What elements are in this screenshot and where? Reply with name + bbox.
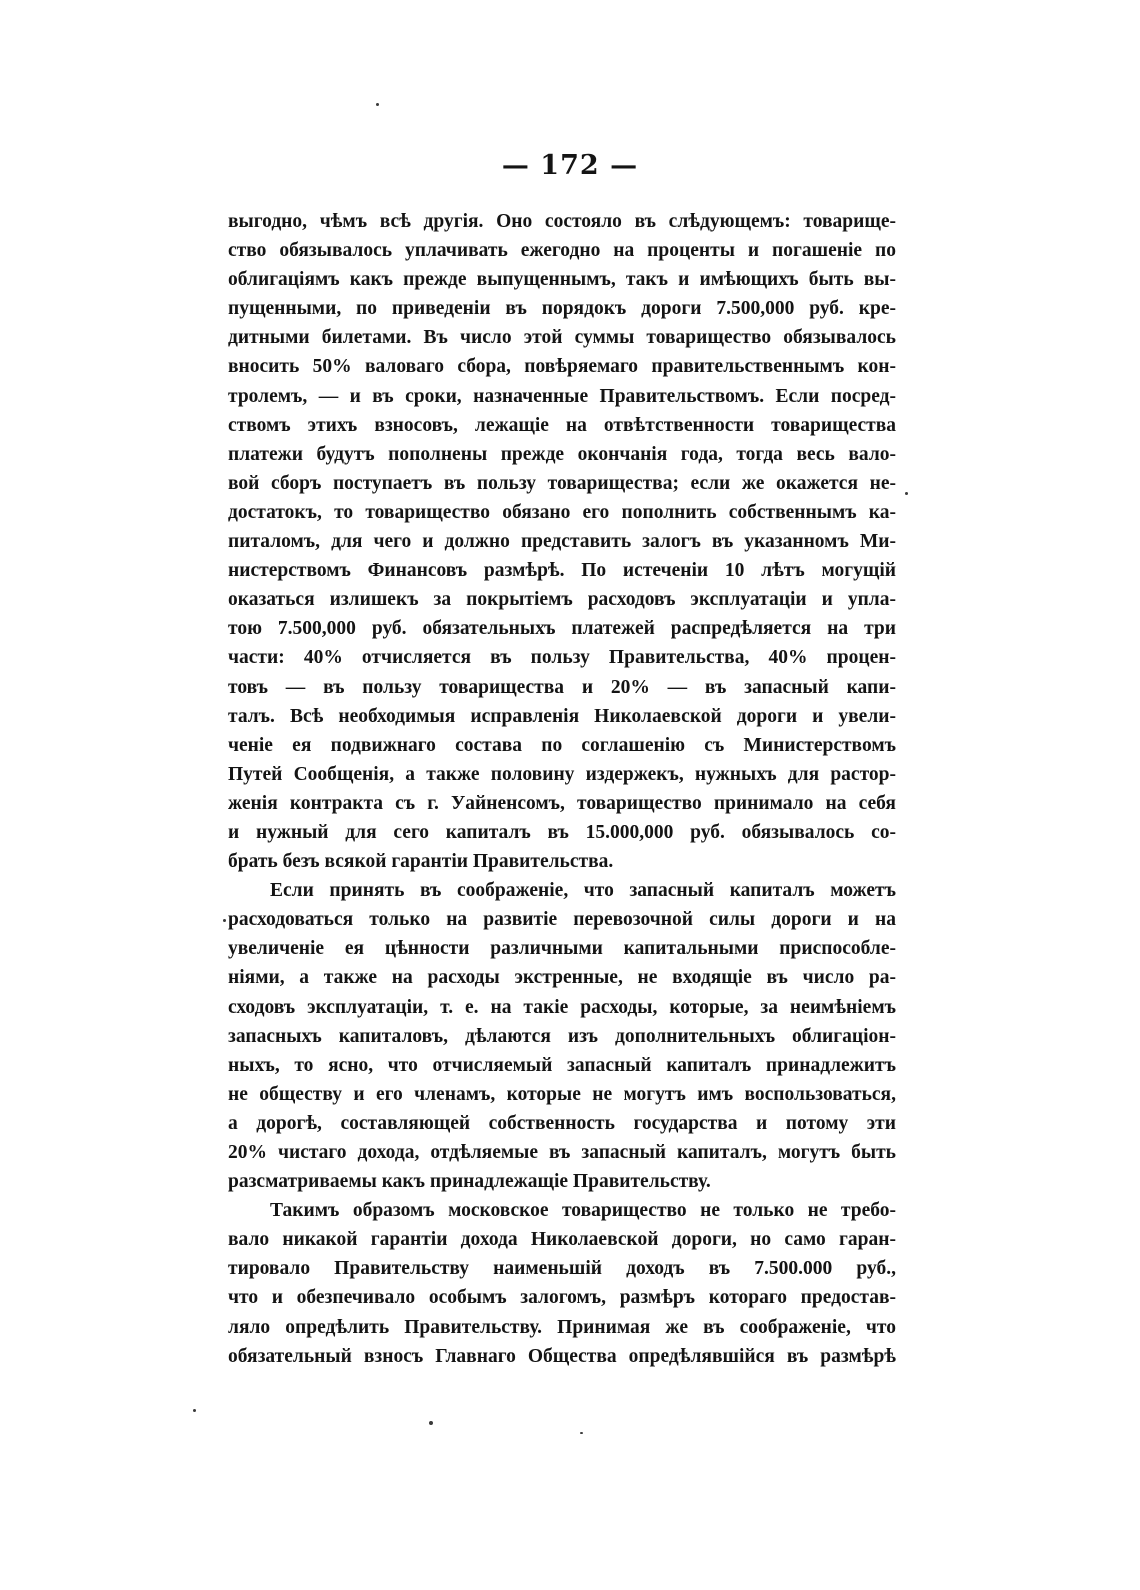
- text-line: талъ. Всѣ необходимыя исправленія Николаевской дороги и увели-: [228, 705, 896, 727]
- body-text: [228, 207, 896, 1371]
- text-line: Такимъ образомъ московское товарищество не только не требо-: [270, 1200, 896, 1222]
- text-line: обязательный взносъ Главнаго Общества опредѣлявшійся въ размѣрѣ: [228, 1345, 896, 1367]
- text-line: ляло опредѣлить Правительству. Принимая же въ соображеніе, что: [228, 1316, 896, 1338]
- text-line: вой сборъ поступаетъ въ пользу товарищества; если же окажется не-: [228, 472, 896, 494]
- text-line: платежи будутъ пополнены прежде окончанія года, тогда весь вало-: [228, 443, 896, 465]
- print-speck-bottom-center: [429, 1421, 433, 1425]
- text-line: ство обязывалось уплачивать ежегодно на проценты и погашеніе по: [228, 240, 896, 262]
- text-line: Путей Сообщенія, а также половину издержекъ, нужныхъ для растор-: [228, 763, 896, 785]
- text-line: тролемъ, — и въ сроки, назначенные Правительствомъ. Если посред-: [228, 385, 896, 407]
- print-speck-bottom-left: [193, 1409, 196, 1412]
- text-line: Если принять въ соображеніе, что запасный капиталъ можетъ: [270, 880, 896, 902]
- text-line: достатокъ, то товарищество обязано его пополнить собственнымъ ка-: [228, 501, 896, 523]
- text-line: 20% чистаго дохода, отдѣляемые въ запасный капиталъ, могутъ быть: [228, 1142, 896, 1163]
- text-line: расходоваться только на развитіе перевозочной силы дороги и на: [228, 909, 896, 931]
- text-line: оказаться излишекъ за покрытіемъ расходовъ эксплуатаціи и упла-: [228, 589, 896, 611]
- text-line: облигаціямъ какъ прежде выпущеннымъ, такъ и имѣющихъ быть вы-: [228, 269, 896, 291]
- text-line: дитными билетами. Въ число этой суммы товарищество обязывалось: [228, 327, 896, 349]
- text-line: брать безъ всякой гарантіи Правительства.: [228, 851, 614, 873]
- paragraph-2: [228, 876, 896, 1196]
- text-line: выгодно, чѣмъ всѣ другія. Оно состояло въ слѣдующемъ: товарище-: [228, 211, 896, 232]
- text-line: запасныхъ капиталовъ, дѣлаются изъ дополнительныхъ облигаціон-: [228, 1025, 896, 1047]
- text-line: ствомъ этихъ взносовъ, лежащіе на отвѣтственности товарищества: [228, 414, 896, 436]
- text-line: тою 7.500,000 руб. обязательныхъ платежей распредѣляется на три: [228, 618, 896, 640]
- print-speck-margin-right: [905, 492, 908, 495]
- print-speck-bottom-right: [580, 1432, 583, 1434]
- print-speck-margin-left: [223, 919, 226, 922]
- text-line: ныхъ, то ясно, что отчисляемый запасный капиталъ принадлежитъ: [228, 1054, 896, 1076]
- text-line: товъ — въ пользу товарищества и 20% — въ запасный капи-: [228, 676, 896, 698]
- text-line: вносить 50% валоваго сбора, повѣряемаго правительственнымъ кон-: [228, 356, 896, 378]
- text-line: сходовъ эксплуатаціи, т. е. на такіе расходы, которые, за неимѣніемъ: [228, 996, 896, 1018]
- paragraph-3: [228, 1196, 896, 1371]
- text-line: вало никакой гарантіи дохода Николаевской дороги, но само гаран-: [228, 1229, 896, 1251]
- text-line: части: 40% отчисляется въ пользу Правительства, 40% процен-: [228, 647, 896, 669]
- paragraph-1: [228, 207, 896, 876]
- text-line: ніями, а также на расходы экстренные, не входящіе въ число ра-: [228, 967, 896, 989]
- text-line: питаломъ, для чего и должно представить залогъ въ указанномъ Ми-: [228, 531, 896, 553]
- text-line: а дорогѣ, составляющей собственность государства и потому эти: [228, 1112, 896, 1134]
- text-line: пущенными, по приведеніи въ порядокъ дороги 7.500,000 руб. кре-: [228, 298, 896, 320]
- print-speck-top: [376, 103, 379, 106]
- text-line: нистерствомъ Финансовъ размѣрѣ. По истеченіи 10 лѣтъ могущій: [228, 560, 896, 582]
- page-number: — 172 —: [501, 150, 639, 181]
- text-line: и нужный для сего капиталъ въ 15.000,000 руб. обязывалось со-: [228, 821, 896, 843]
- text-line: не обществу и его членамъ, которые не могутъ имъ воспользоваться,: [228, 1083, 896, 1105]
- text-line: тировало Правительству наименьшій доходъ въ 7.500.000 руб.,: [228, 1258, 896, 1280]
- text-line: женія контракта съ г. Уайненсомъ, товарищество принимало на себя: [228, 792, 896, 814]
- text-line: разсматриваемы какъ принадлежащіе Правительству.: [228, 1171, 711, 1193]
- text-line: что и обезпечивало особымъ залогомъ, размѣръ котораго предостав-: [228, 1287, 896, 1309]
- text-line: увеличеніе ея цѣнности различными капитальными приспособле-: [228, 938, 896, 960]
- text-line: ченіе ея подвижнаго состава по соглашенію съ Министерствомъ: [228, 734, 896, 756]
